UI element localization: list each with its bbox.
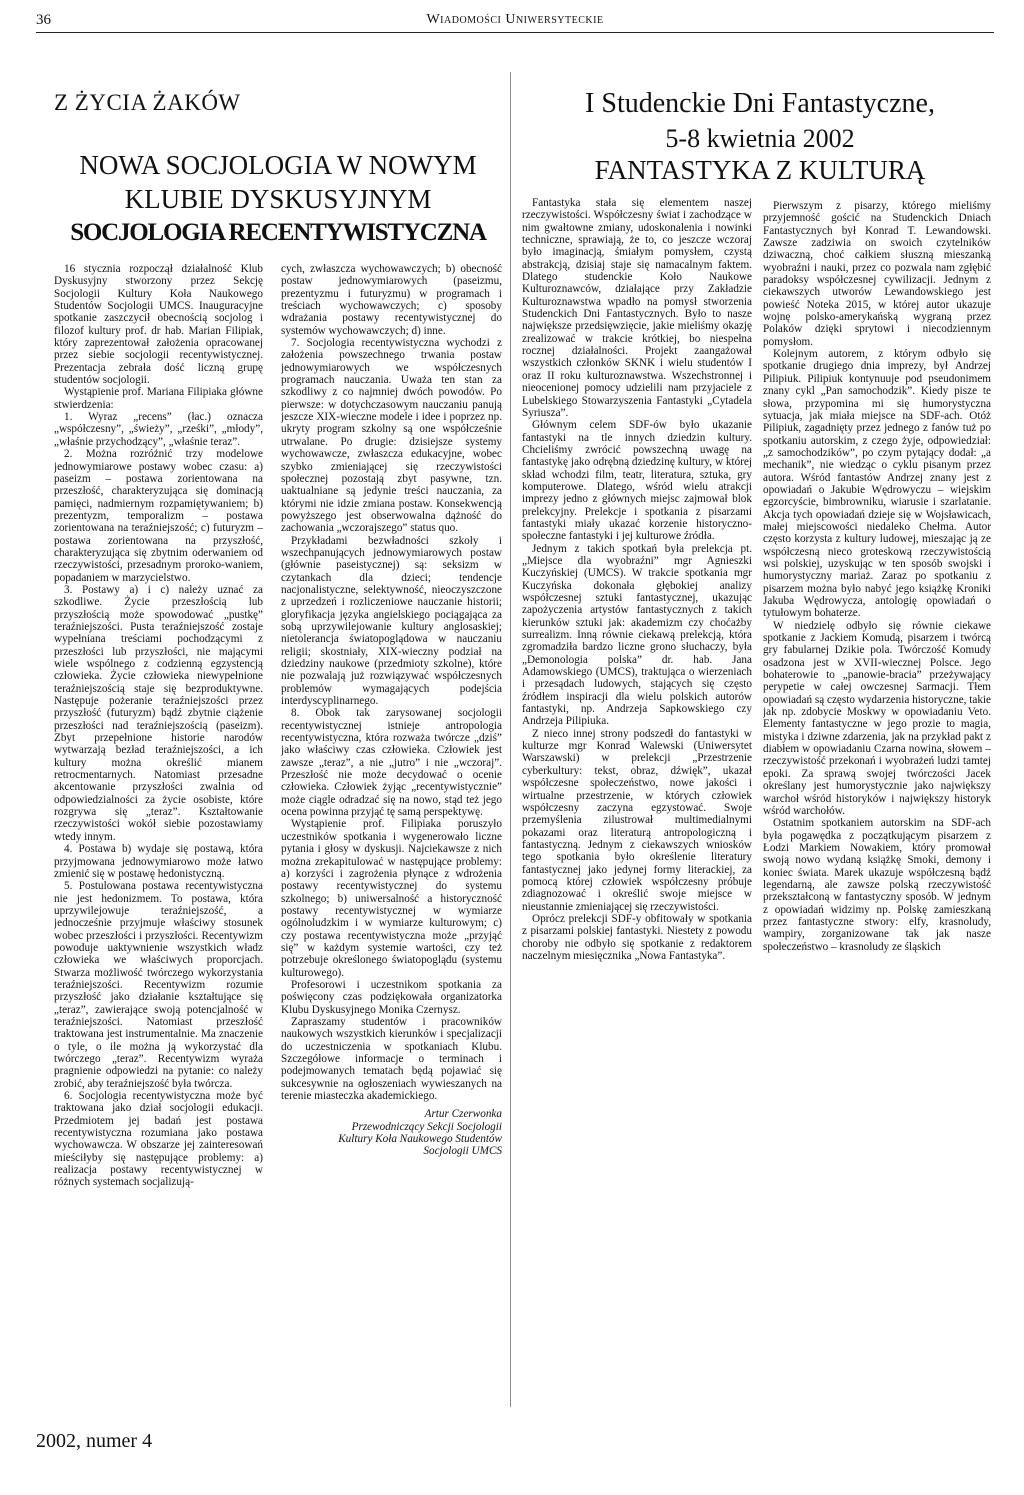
signature-line: Artur Czerwonka <box>424 1108 502 1121</box>
paragraph: 3. Postawy a) i c) należy uznać za szkodliwe. Życie przeszłością lub przyszłością może spowodować „pustkę” teraźniejszości. Pusta teraźniejszość zostaje wypełniana treściami pochodzącymi z przeszłości lub przyszłości, nie mającymi wiele wspólnego z codzienną egzystencją człowieka. Życie człowieka niewypełnione teraźniejszością staje się bezproduktywne. Następuje pożeranie teraźniejszości przez przyszłość (futuryzm) bądź zbytnie ciążenie przeszłości nad teraźniejszością (paseizm). Zbyt przepełnione historie narodów wytwarzają bezład teraźniejszości, a ich kultury można określić mianem retrocmentarnych. Natomiast przesadne akcentowanie przyszłości zwalnia od odpowiedzialności za życie osobiste, które rozgrywa się „teraz”. Kształtowanie rzeczywistości wokół siebie pozostawiamy wtedy innym. <box>54 583 263 843</box>
paragraph: Z nieco innej strony podszedł do fantastyki w kulturze mgr Konrad Walewski (Uniwersytet Warszawski) w prelekcji „Przestrzenie cyberkultury: tekst, obraz, dźwięk”, ukazał współczesne społeczeństwo, nowe jakości i wirtualne przestrzenie, w których człowiek współczesny zaczyna egzystować. Swoje przemyślenia zilustrował multimedialnymi pokazami oraz literaturą antropologiczną i fantastyczną. Jednym z ciekawszych wniosków tego spotkania było określenie literatury fantastycznej jako jedynej formy literackiej, za pomocą której człowiek współczesny próbuje zdiagnozować i określić swoje miejsce w nieustannie zmieniającej się rzeczywistości. <box>522 727 752 913</box>
page-number: 36 <box>36 12 51 28</box>
paragraph: Ostatnim spotkaniem autorskim na SDF-ach była pogawędka z początkującym pisarzem z Łodzi Markiem Nowakiem, który promował swoją nowo wydaną książkę Smoki, demony i koniec świata. Marek ukazuje współczesną bądź legendarną, ale zawsze polską rzeczywistość przekształconą w fantastyczny sposób. W jednym z opowiadań widzimy np. Polskę zamieszkaną przez fantastyczne stwory: elfy, krasnoludy, wampiry, zorganizowane tak jak nasze społeczeństwo – krasnoludy ze śląskich <box>763 817 991 953</box>
right-title-line-1: I Studenckie Dni Fantastyczne, <box>585 88 935 119</box>
paragraph: 1. Wyraz „recens” (łac.) oznacza „współczesny”, „świeży”, „rześki”, „młody”, „właśnie przychodzący”, „właśnie teraz”. <box>54 411 263 448</box>
paragraph: Pierwszym z pisarzy, którego mieliśmy przyjemność gościć na Studenckich Dniach Fantastycznych był Konrad T. Lewandowski. Zawsze zadziwia on swoich czytelników dziwaczną, choć całkiem słuszną mieszanką wyobraźni i nauki, przez co pozwala nam zgłębić paradoksy współczesnej cywilizacji. Jednym z ciekawszych utworów Lewandowskiego jest powieść Noteka 2015, w której autor ukazuje wojnę polsko-amerykańską wygraną przez Polaków dzięki sprytowi i niecodziennym pomysłom. <box>763 200 991 348</box>
paragraph: 5. Postulowana postawa recentywistyczna nie jest hedonizmem. To postawa, która uprzywilejowuje teraźniejszość, a jednocześnie przyjmuje właściwy stosunek wobec przeszłości i przyszłości. Recentywizm powoduje uaktywnienie wszystkich władz człowieka we właściwych proporcjach. Stwarza możliwość twórczego wykorzystania teraźniejszości. Recentywizm rozumie przyszłość jako działanie kształtujące się „teraz”, zawierające swoją potencjalność w teraźniejszości. Natomiast przeszłość traktowana jest instrumentalnie. Ma znaczenie o tyle, o ile można ją wykorzystać dla twórczego „teraz”. Recentywizm wyraża pragnienie odpowiedzi na pytanie: co należy zrobić, aby teraźniejszość była twórcza. <box>54 880 263 1090</box>
paragraph: W niedzielę odbyło się równie ciekawe spotkanie z Jackiem Komudą, pisarzem i twórcą gry fabularnej Dzikie pola. Twórczość Komudy osadzona jest w XVII-wiecznej Polsce. Jego bohaterowie to „panowie-bracia” przeżywający perypetie w całej owczesnej Sarmacji. Tłem opowiadań są często wydarzenia historyczne, takie jak np. zdobycie Moskwy w opowiadaniu Veto. Elementy fantastyczne w jego prozie to magia, mistyka i dziwne zdarzenia, jak na przykład pakt z diabłem w opowiadaniu Czarna nowina, słowem – rzeczywistość przekonań i wyobrażeń ludzi tamtej epoki. Za sprawą swojej twórczości Jacek określany jest humorystycznie jako największy warchoł wśród historyków i największy historyk wśród warchołów. <box>763 619 991 817</box>
left-title-line-2: KLUBIE DYSKUSYJNYM <box>124 184 432 214</box>
left-title-line-1: NOWA SOCJOLOGIA W NOWYM <box>79 150 477 180</box>
paragraph: 2. Można rozróżnić trzy modelowe jednowymiarowe postawy wobec czasu: a) paseizm – postawa zorientowana na przeszłość, charakteryzująca się dominacją pamięci, nadmiernym rozpamiętywaniem; b) prezentyzm, temporalizm – postawa zorientowana na teraźniejszość; c) futuryzm – postawa zorientowana na przyszłość, charakteryzująca się zbytnim oderwaniem od rzeczywistości, przesadnym proroko-waniem, popadaniem w marzycielstwo. <box>54 448 263 584</box>
left-column-2 <box>281 263 502 1388</box>
paragraph: Profesorowi i uczestnikom spotkania za poświęcony czas podziękowała organizatorka Klubu Dyskusyjnego Monika Czernysz. <box>281 978 502 1016</box>
signature <box>281 1108 502 1157</box>
paragraph: Wystąpienie prof. Mariana Filipiaka główne stwierdzenia: <box>54 386 263 411</box>
right-title-line-2: 5-8 kwietnia 2002 <box>665 124 855 153</box>
right-column-2 <box>763 200 991 1400</box>
paragraph: 16 stycznia rozpoczął działalność Klub Dyskusyjny stworzony przez Sekcję Socjologii Kultury Koła Naukowego Studentów Socjologii UMCS. Inauguracyjne spotkanie zaszczycił obecnością socjolog i filozof kultury prof. dr hab. Marian Filipiak, który zaprezentował założenia opracowanej przez siebie socjologii recentywistycznej. Prezentacja zebrała dość liczną grupę studentów socjologii. <box>54 263 263 387</box>
left-column-1 <box>54 263 263 1385</box>
column-divider <box>510 72 511 1407</box>
running-title: Wiadomości Uniwersyteckie <box>426 12 604 27</box>
paragraph: cych, zwłaszcza wychowawczych; b) obecność postaw jednowymiarowych (paseizmu, prezentyzmu i futuryzmu) w programach i treściach wychowawczych; c) sposoby wdrażania postawy recentywistycznej do systemów wychowawczych; d) inne. <box>281 263 502 337</box>
section-heading: Z ŻYCIA ŻAKÓW <box>54 90 241 115</box>
paragraph: Kolejnym autorem, z którym odbyło się spotkanie drugiego dnia imprezy, był Andrzej Pilipiuk. Pilipiuk kontynuuje pod pseudonimem znany cykl „Pan samochodzik”. Kiedy pisze te słowa, przypomina mi się humorystyczna sytuacja, jak miała miejsce na SDF-ach. Otóż Pilipiuk, zagadnięty przez jednego z fanów tuż po spotkaniu autorskim, z czego żyje, odpowiedział: „z samochodzików”, po czym pytający dodał: „a mechanik”, nie wiedząc o cyklu pisanym przez autora. Wśród fantastów Andrzej znany jest z opowiadań o Jakubie Wędrowyczu – wiejskim egzorcyście, bimbrowniku, wiarusie i szarlatanie. Akcja tych opowiadań dzieje się w Wojsławicach, małej miejscowości niedaleko Chełma. Autor często korzysta z kultury ludowej, mieszając ją ze współczesną nieco groteskową rzeczywistością wsi polskiej, uzyskując w ten sposób swojski i humorystyczny mariaż. Zaraz po spotkaniu z pisarzem można było nabyć jego książkę Kroniki Jakuba Wędrowycza, antologię opowiadań o tytułowym bohaterze. <box>763 348 991 620</box>
paragraph: Wystąpienie prof. Filipiaka poruszyło uczestników spotkania i wygenerowało liczne pytania i głosy w dyskusji. Najciekawsze z nich można zrekapitulować w następujące problemy: a) korzyści i zagrożenia płynące z wdrożenia postawy recentywistycznej do systemu szkolnego; b) uniwersalność a historyczność postawy recentywistycznej w wymiarze ogólnoludzkim i w wymiarze kulturowym; c) czy postawa recentywistyczna może „przyjąć się” w każdym systemie wartości, czy też potrzebuje określonego światopoglądu (systemu kulturowego). <box>281 818 502 979</box>
right-title-line-3: FANTASTYKA Z KULTURĄ <box>594 155 926 185</box>
right-column-1 <box>522 197 752 1392</box>
page-header <box>36 4 994 34</box>
signature-line: Kultury Koła Naukowego Studentów <box>338 1133 502 1146</box>
paragraph: 6. Socjologia recentywistyczna może być traktowana jako dział socjologii edukacji. Przedmiotem jej badań jest postawa recentywistyczna rozumiana jako postawa wychowawcza. W obszarze jej zainteresowań mieściłyby się następujące problemy: a) realizacja postawy recentywistycznej w różnych systemach socjalizują- <box>54 1090 263 1189</box>
paragraph: 7. Socjologia recentywistyczna wychodzi z założenia powszechnego trwania postaw jednowymiarowych we współczesnych programach nauczania. Uważa ten stan za szkodliwy z co najmniej dwóch powodów. Po pierwsze: w dotychczasowym nauczaniu panują jeszcze XIX-wieczne modele i idee i poprzez np. ukryty program szkolny są one współcześnie utrwalane. Po drugie: dzisiejsze systemy wychowawcze, zwłaszcza edukacyjne, wobec szybko zmieniającej się rzeczywistości społecznej pozostają zbyt pasywne, tzn. uaktualniane są jedynie treści nauczania, za którymi nie idzie zmiana postaw. Konsekwencją powyższego jest obserwowalna dążność do zachowania „wczorajszego” status quo. <box>281 337 502 535</box>
paragraph: Głównym celem SDF-ów było ukazanie fantastyki na tle innych dziedzin kultury. Chcieliśmy zwrócić powszechną uwagę na fantastykę jako odrębną dziedzinę kultury, w której skład wchodzi film, teatr, literatura, sztuka, gry komputerowe. Dlatego, wśród wielu atrakcji imprezy jedno z głównych miejsc zajmował blok prelekcyjny. Prelekcje i spotkania z pisarzami fantastyki miały ukazać korzenie historyczno-społeczne fantastyki i jej kulturowe źródła. <box>522 419 752 543</box>
paragraph: Przykładami bezwładności szkoły i wszechpanujących jednowymiarowych postaw (głównie paseistycznej) są: seksizm w czytankach dla dzieci; tendencje nacjonalistyczne, selektywność, nieoczyszczone z uprzedzeń i rozliczeniowe nauczanie historii; gloryfikacja języka angielskiego pociągająca za sobą uprzywilejowanie kultury anglosaskiej; nietolerancja światopoglądowa w nauczaniu religii; skostniały, XIX-wieczny podział na dziedziny naukowe (przedmioty szkolne), które nie pozwalają już rozwiązywać współczesnych problemów wymagających podejścia interdyscyplinarnego. <box>281 534 502 708</box>
paragraph: Fantastyka stała się elementem naszej rzeczywistości. Współczesny świat i zachodzące w nim gwałtowne zmiany, udoskonalenia i nowinki techniczne, sprawiają, że to, co jeszcze wczoraj było imaginacją, śmiałym pomysłem, czystą abstrakcją, dzisiaj staje się namacalnym faktem. Dlatego studenckie Koło Naukowe Kulturoznawców, działające przy Zakładzie Kulturoznawstwa wpadło na pomysł stworzenia Studenckich Dni Fantastycznych. Było to nasze największe przedsięwzięcie, jakie mieliśmy okazję zrealizować w trakcie krótkiej, bo niespełna rocznej działalności. Projekt zaangażował wszystkich członków SKNK i wielu studentów I oraz II roku kulturoznawstwa. Wszechstronnej i nieocenionej pomocy udzielili nam przyjaciele z Lubelskiego Stowarzyszenia Fantastyki „Cytadela Syriusza”. <box>522 197 752 419</box>
paragraph: Jednym z takich spotkań była prelekcja pt. „Miejsce dla wyobraźni” mgr Agnieszki Kuczyńskiej (UMCS). W trakcie spotkania mgr Kuczyńska dokonała głębokiej analizy współczesnej sztuki fantastycznej, ukazując zapożyczenia artystów fantastycznych z takich kierunków sztuki jak: akademizm czy choćażby surrealizm. Inną równie ciekawą prelekcją, która zgromadziła bardzo liczne grono słuchaczy, była „Demonologia polska” dr. hab. Jana Adamowskiego (UMCS), traktująca o wierzeniach i przesądach ludowych, stających się często źródłem inspiracji dla wielu polskich autorów fantastyki, np. Andrzeja Sapkowskiego czy Andrzeja Pilipiuka. <box>522 542 752 728</box>
signature-line: Przewodniczący Sekcji Socjologii <box>351 1120 502 1133</box>
issue-number: 2002, numer 4 <box>36 1430 153 1452</box>
header-rule <box>36 32 994 33</box>
paragraph: 4. Postawa b) wydaje się postawą, która przyjmowana jednowymiarowo może łatwo zmienić się w postawę hedonistyczną. <box>54 843 263 880</box>
paragraph: Oprócz prelekcji SDF-y obfitowały w spotkania z pisarzami polskiej fantastyki. Niestety z powodu choroby nie odbyło się spotkanie z redaktorem naczelnym miesięcznika „Nowa Fantastyka”. <box>522 912 752 962</box>
signature-line: Socjologii UMCS <box>423 1145 502 1158</box>
paragraph: 8. Obok tak zarysowanej socjologii recentywistycznej istnieje antropologia recentywistyczna, która rozważa twórcze „dziś” jako właściwy czas człowieka. Człowiek jest zawsze „teraz”, a nie „jutro” i nie „wczoraj”. Przeszłość nie może decydować o ocenie człowieka. Człowiek żyjąc „recentywistycznie” może ciągle odradzać się na nowo, stąd też jego ocena powinna przyjąć tę samą perspektywę. <box>281 707 502 819</box>
left-title-line-3: SOCJOLOGIA RECENTYWISTYCZNA <box>70 219 486 246</box>
paragraph: Zapraszamy studentów i pracowników naukowych wszystkich kierunków i specjalizacji do uczestniczenia w spotkaniach Klubu. Szczegółowe informacje o terminach i podejmowanych tematach będą pojawiać się sukcesywnie na ogłoszeniach wywieszanych na terenie miasteczka akademickiego. <box>281 1015 502 1103</box>
